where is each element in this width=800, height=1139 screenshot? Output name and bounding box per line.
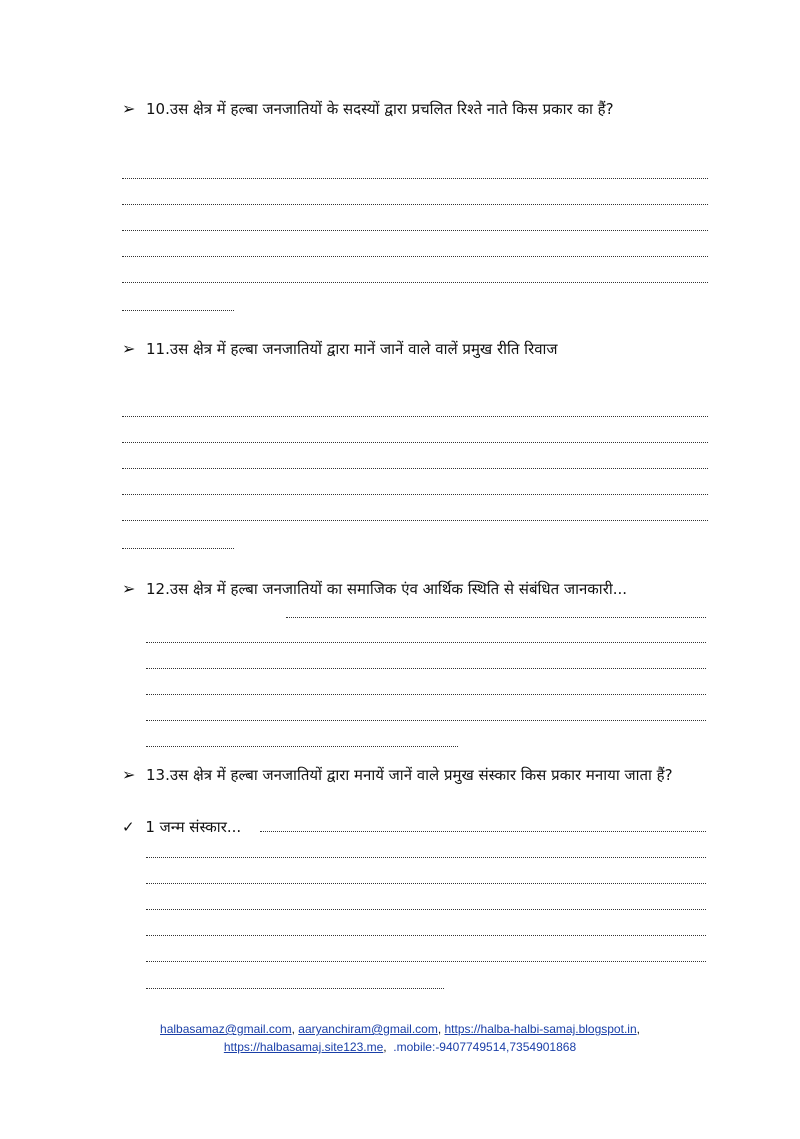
question-11: [122, 336, 712, 362]
question-10: [122, 96, 712, 122]
blog-link[interactable]: https://halba-halbi-samaj.blogspot.in: [444, 1022, 637, 1036]
answer-line[interactable]: [122, 468, 708, 469]
answer-line[interactable]: [286, 617, 706, 618]
checkmark-icon: ✓: [122, 818, 135, 836]
answer-line[interactable]: [146, 988, 444, 989]
arrow-bullet-icon: ➢: [122, 339, 136, 358]
footer-contact: halbasamaz@gmail.com, aaryanchiram@gmail.com, https://halba-halbi-samaj.blogspot.in, https://halbasamaj.site123.me, .mobile:-9407749514,7354901868: [160, 1022, 640, 1054]
answer-line[interactable]: [146, 883, 706, 884]
answer-line[interactable]: [122, 416, 708, 417]
question-12: [122, 576, 712, 602]
answer-line[interactable]: [146, 668, 706, 669]
checklist-item: [122, 816, 241, 838]
question-text: 10.उस क्षेत्र में हल्बा जनजातियों के सदस्यों द्वारा प्रचलित रिश्ते नाते किस प्रकार का हैं?: [146, 100, 614, 118]
answer-line[interactable]: [122, 310, 234, 311]
arrow-bullet-icon: ➢: [122, 99, 136, 118]
question-13: [122, 762, 712, 788]
mobile-number: .mobile:-9407749514,7354901868: [393, 1040, 577, 1054]
answer-line[interactable]: [146, 909, 706, 910]
answer-line[interactable]: [146, 720, 706, 721]
question-text: 13.उस क्षेत्र में हल्बा जनजातियों द्वारा मनायें जानें वाले प्रमुख संस्कार किस प्रकार मनाया जाता हैं?: [146, 766, 673, 784]
answer-line[interactable]: [122, 520, 708, 521]
email-link[interactable]: halbasamaz@gmail.com: [160, 1022, 292, 1036]
answer-line[interactable]: [122, 178, 708, 179]
answer-line[interactable]: [146, 935, 706, 936]
question-text: 11.उस क्षेत्र में हल्बा जनजातियों द्वारा मानें जानें वाले वालें प्रमुख रीति रिवाज: [146, 340, 558, 358]
question-text: 12.उस क्षेत्र में हल्बा जनजातियों का समाजिक एंव आर्थिक स्थिति से संबंधित जानकारी...: [146, 580, 628, 598]
checklist-text: 1 जन्म संस्कार...: [145, 818, 242, 836]
answer-line[interactable]: [260, 831, 706, 832]
answer-line[interactable]: [146, 746, 458, 747]
answer-line[interactable]: [146, 642, 706, 643]
email-link[interactable]: aaryanchiram@gmail.com: [298, 1022, 438, 1036]
site-link[interactable]: https://halbasamaj.site123.me: [223, 1040, 384, 1054]
answer-line[interactable]: [122, 494, 708, 495]
answer-line[interactable]: [146, 694, 706, 695]
answer-line[interactable]: [122, 230, 708, 231]
arrow-bullet-icon: ➢: [122, 765, 136, 784]
answer-line[interactable]: [146, 857, 706, 858]
answer-line[interactable]: [122, 548, 234, 549]
answer-line[interactable]: [122, 282, 708, 283]
answer-line[interactable]: [122, 256, 708, 257]
answer-line[interactable]: [122, 204, 708, 205]
answer-line[interactable]: [122, 442, 708, 443]
answer-line[interactable]: [146, 961, 706, 962]
arrow-bullet-icon: ➢: [122, 579, 136, 598]
